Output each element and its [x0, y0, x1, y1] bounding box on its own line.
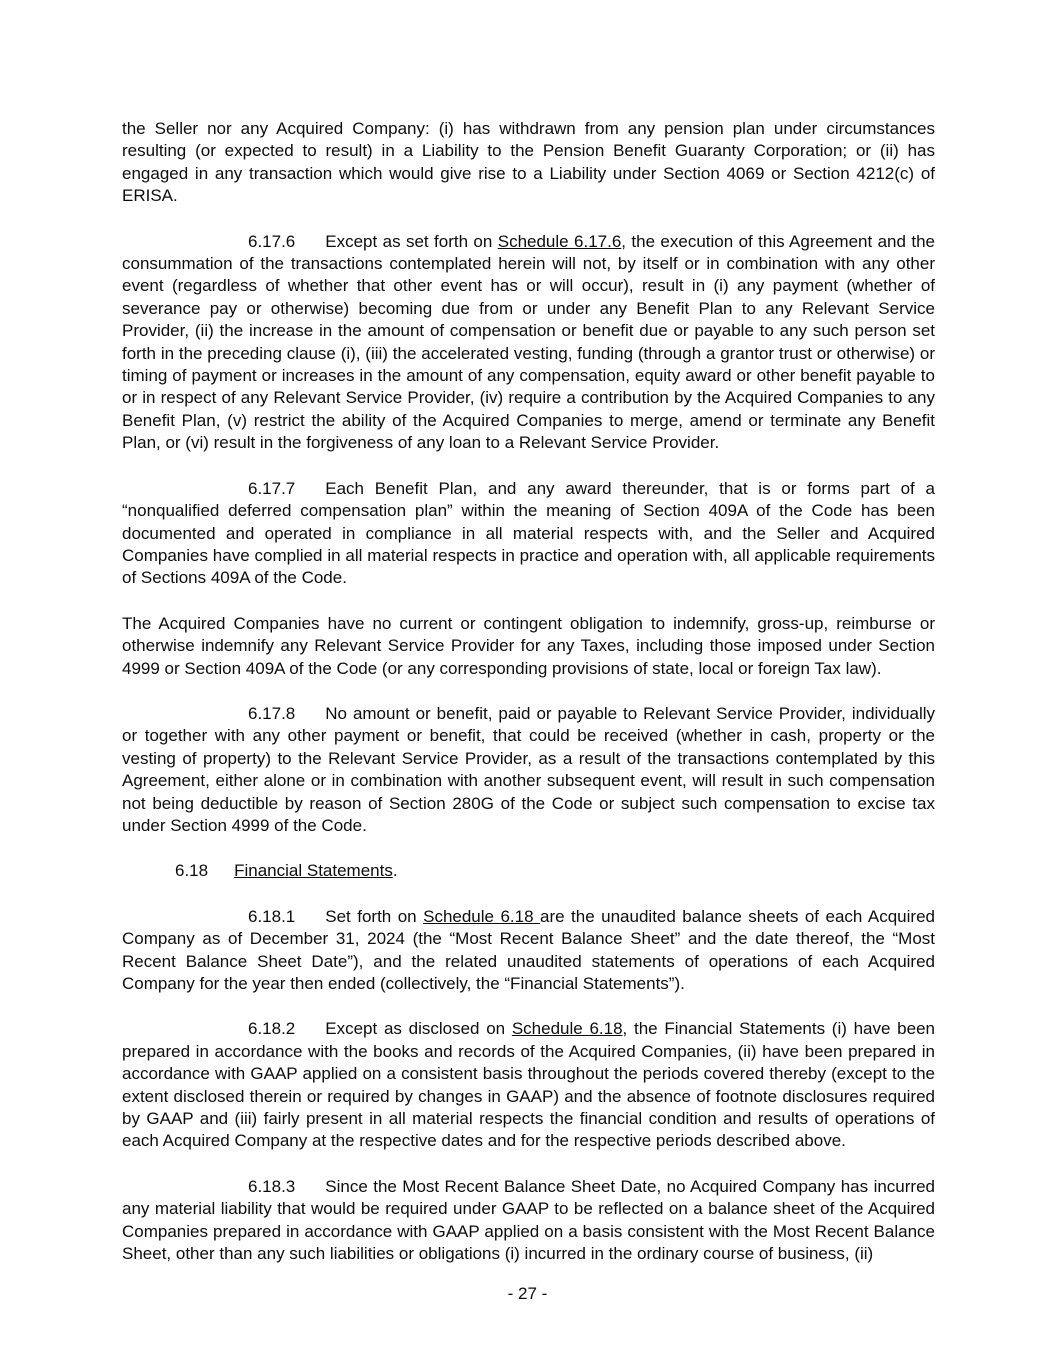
- section-number-6-17-8: 6.17.8: [248, 703, 296, 723]
- section-6-17-7: [122, 478, 935, 590]
- section-6-18-2-body: , the Financial Statements (i) have been prepared in accordance with the books and records of the Acquired Companies, (ii) have been prepared in accordance with GAAP applied on a consistent basis throughout the periods covered thereby (except to the extent disclosed therein or required by changes in GAAP) and the absence of footnote disclosures required by GAAP and (iii) fairly present in all material respects the financial condition and results of operations of each Acquired Company at the respective dates and for the respective periods described above.: [122, 1019, 936, 1151]
- section-number-6-17-6: 6.17.6: [248, 231, 296, 251]
- section-6-18-3: [122, 1176, 935, 1266]
- section-number-6-18: 6.18: [175, 861, 209, 881]
- schedule-6-17-6-reference: Schedule 6.17.6: [497, 231, 622, 251]
- section-number-6-17-7: 6.17.7: [248, 478, 296, 498]
- heading-6-18-title: Financial Statements: [234, 861, 393, 881]
- section-6-18-1: [122, 906, 935, 996]
- paragraph-erisa-continuation: the Seller nor any Acquired Company: (i) has withdrawn from any pension plan under circumstances resulting (or expected to result) in a Liability to the Pension Benefit Guaranty Corporation; or (ii) has engaged in any transaction which would give rise to a Liability under Section 4069 or Section 4212(c) of ERISA.: [122, 119, 935, 206]
- section-number-6-18-2: 6.18.2: [248, 1019, 296, 1039]
- heading-6-18-period: .: [392, 861, 398, 881]
- section-6-17-6-body: , the execution of this Agreement and the consummation of the transactions contemplated herein will not, by itself or in combination with any other event (regardless of whether that other event has or will occur), result in (i) any payment (whether of severance pay or otherwise) becoming due from or under any Benefit Plan to any Relevant Service Provider, (ii) the increase in the amount of compensation or benefit due or payable to any such person set forth in the preceding clause (i), (iii) the accelerated vesting, funding (through a grantor trust or otherwise) or timing of payment or increases in the amount of any compensation, equity award or other benefit payable to or in respect of any Relevant Service Provider, (iv) require a contribution by the Acquired Companies to any Benefit Plan, (v) restrict the ability of the Acquired Companies to merge, amend or terminate any Benefit Plan, or (vi) result in the forgiveness of any loan to a Relevant Service Provider.: [122, 231, 935, 453]
- section-6-17-6-lead: Except as set forth on: [325, 231, 498, 251]
- section-number-6-18-1: 6.18.1: [248, 906, 296, 926]
- schedule-6-18-reference-2: Schedule 6.18: [511, 1019, 623, 1039]
- heading-6-18: [122, 860, 935, 882]
- page-number: - 27 -: [507, 1283, 548, 1303]
- schedule-6-18-reference-1: Schedule 6.18: [423, 906, 541, 926]
- section-6-18-2-lead: Except as disclosed on: [325, 1019, 512, 1039]
- section-6-17-8-body: No amount or benefit, paid or payable to Relevant Service Provider, individually or together with any other payment or benefit, that could be received (whether in cash, property or the vesting of property) to the Relevant Service Provider, as a result of the transactions contemplated by this Agreement, either alone or in combination with another subsequent event, will result in such compensation not being deductible by reason of Section 280G of the Code or subject such compensation to excise tax under Section 4999 of the Code.: [122, 703, 935, 835]
- section-6-17-8: [122, 703, 935, 837]
- paragraph-indemnify-taxes: The Acquired Companies have no current or contingent obligation to indemnify, gross-up, reimburse or otherwise indemnify any Relevant Service Provider for any Taxes, including those imposed under Section 4999 or Section 409A of the Code (or any corresponding provisions of state, local or foreign Tax law).: [122, 613, 935, 678]
- section-number-6-18-3: 6.18.3: [248, 1176, 296, 1196]
- section-6-18-3-body: Since the Most Recent Balance Sheet Date, no Acquired Company has incurred any material liability that would be required under GAAP to be reflected on a balance sheet of the Acquired Companies prepared in accordance with GAAP applied on a basis consistent with the Most Recent Balance Sheet, other than any such liabilities or obligations (i) incurred in the ordinary course of business, (ii): [122, 1176, 935, 1264]
- section-6-18-1-body: are the unaudited balance sheets of each Acquired Company as of December 31, 2024 (the “Most Recent Balance Sheet” and the date thereof, the “Most Recent Balance Sheet Date”), and the related unaudited statements of operations of each Acquired Company for the year then ended (collectively, the “Financial Statements”).: [122, 906, 935, 993]
- section-6-17-6: [122, 231, 935, 455]
- section-6-17-7-body: Each Benefit Plan, and any award thereunder, that is or forms part of a “nonqualified deferred compensation plan” within the meaning of Section 409A of the Code has been documented and operated in compliance in all material respects with, and the Seller and Acquired Companies have complied in all material respects in practice and operation with, all applicable requirements of Sections 409A of the Code.: [122, 478, 935, 588]
- section-6-18-2: [122, 1018, 935, 1152]
- section-6-18-1-lead: Set forth on: [325, 906, 424, 926]
